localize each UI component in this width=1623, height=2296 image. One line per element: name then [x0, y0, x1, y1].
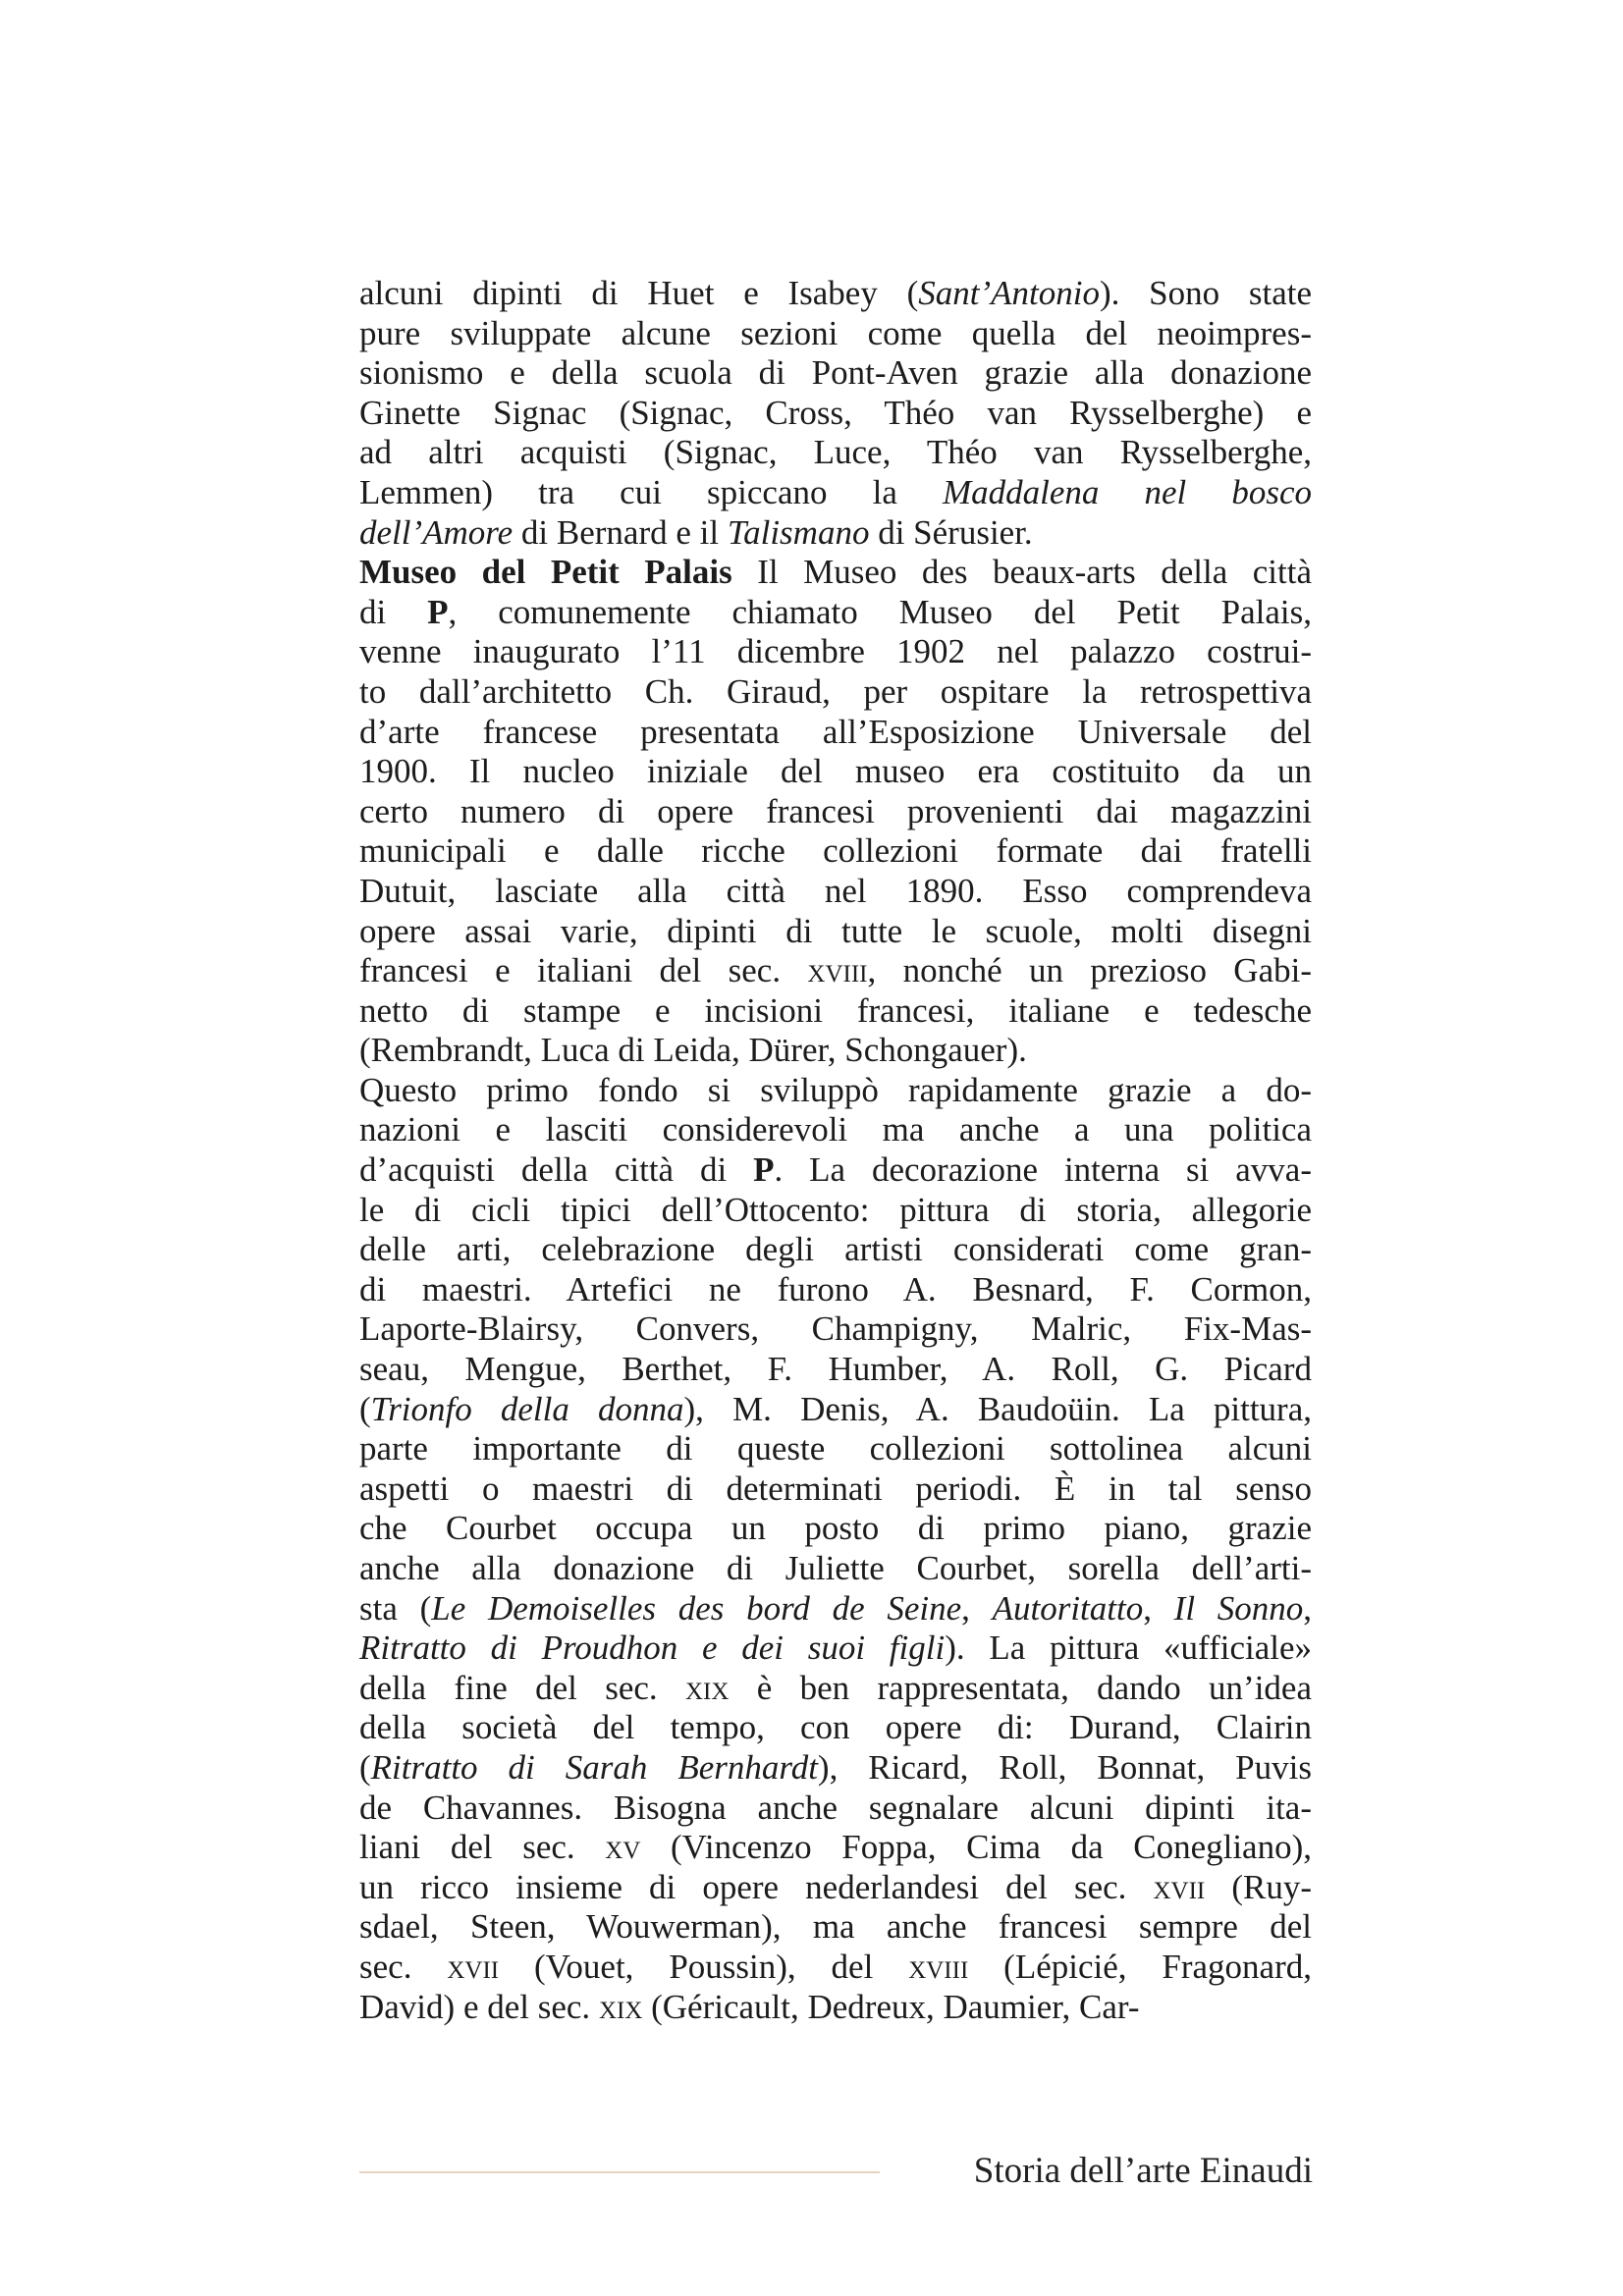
text-run: to dall’architetto Ch. Giraud, per ospitare la retrospettiva [359, 671, 1312, 711]
text-run: David) e del sec. [359, 1987, 599, 2026]
text-run: (Rembrandt, Luca di Leida, Dürer, Schongauer). [359, 1031, 1027, 1070]
text-run: di [359, 592, 428, 631]
text-run: certo numero di opere francesi provenienti dai magazzini [359, 791, 1312, 830]
italic-run: Maddalena nel bosco [942, 472, 1313, 511]
paragraph [359, 274, 1312, 553]
text-line [359, 991, 1312, 1032]
text-run: sec. [359, 1947, 448, 1986]
text-run: parte importante di queste collezioni sottolinea alcuni [359, 1429, 1312, 1468]
text-run: sionismo e della scuola di Pont-Aven grazie alla donazione [359, 353, 1312, 393]
text-line [359, 1309, 1312, 1350]
text-run: ), Ricard, Roll, Bonnat, Puvis [817, 1747, 1312, 1787]
smallcaps-run: xviii [807, 951, 868, 990]
text-line [359, 792, 1312, 832]
text-line [359, 1071, 1312, 1111]
italic-run: dell’Amore [359, 512, 514, 552]
text-line [359, 1907, 1312, 1948]
text-line [359, 433, 1312, 473]
text-run: , [961, 1588, 993, 1628]
text-line [359, 1429, 1312, 1469]
text-run: Il Museo des beaux-arts della città [731, 553, 1312, 592]
text-line [359, 1708, 1312, 1748]
footer-publisher: Storia dell’arte Einaudi [973, 2151, 1313, 2191]
text-line [359, 1948, 1312, 1988]
text-run: è ben rappresentata, dando un’idea [729, 1668, 1312, 1707]
text-line [359, 1350, 1312, 1390]
text-run: (Ruy- [1205, 1867, 1313, 1906]
text-line [359, 1191, 1312, 1231]
text-run: ( [359, 1747, 371, 1787]
text-line [359, 1789, 1312, 1829]
italic-run: Il Sonno [1173, 1588, 1304, 1628]
smallcaps-run: xvii [447, 1947, 500, 1986]
text-line [359, 1669, 1312, 1709]
text-line [359, 1748, 1312, 1789]
text-run: , [1143, 1588, 1174, 1628]
text-run: de Chavannes. Bisogna anche segnalare alcuni dipinti ita- [359, 1788, 1312, 1827]
text-line [359, 314, 1312, 354]
italic-run: Ritratto di Proudhon e dei suoi figli [359, 1629, 946, 1668]
text-line [359, 1549, 1312, 1589]
text-line [359, 872, 1312, 912]
bold-run: P [753, 1150, 775, 1190]
text-run: 1900. Il nucleo iniziale del museo era costituito da un [359, 752, 1312, 791]
text-line [359, 713, 1312, 753]
text-run: di Bernard e il [513, 512, 728, 552]
italic-run: Ritratto di Sarah Bernhardt [370, 1747, 818, 1787]
body-text [359, 274, 1312, 2027]
text-run: della fine del sec. [359, 1668, 685, 1707]
text-run: , [1303, 1588, 1313, 1628]
bold-run: P [427, 592, 449, 631]
text-run: sdael, Steen, Wouwerman), ma anche francesi sempre del [359, 1907, 1312, 1947]
text-run: Laporte-Blairsy, Convers, Champigny, Malric, Fix-Mas- [359, 1309, 1312, 1349]
text-line [359, 274, 1312, 314]
smallcaps-run: xviii [908, 1947, 969, 1986]
text-line [359, 1509, 1312, 1549]
text-run: ). Sono state [1099, 274, 1312, 312]
text-run: anche alla donazione di Juliette Courbet, sorella dell’arti- [359, 1549, 1312, 1587]
text-line [359, 672, 1312, 713]
text-run: (Vouet, Poussin), del [499, 1947, 909, 1986]
text-run: Lemmen) tra cui spiccano la [359, 472, 943, 511]
text-run: Ginette Signac (Signac, Cross, Théo van Rysselberghe) e [359, 393, 1312, 432]
italic-run: Sant’Antonio [918, 274, 1100, 312]
text-run: liani del sec. [359, 1828, 606, 1867]
text-run: nazioni e lasciti considerevoli ma anche a una politica [359, 1110, 1312, 1149]
paragraph [359, 1071, 1312, 2027]
text-run: della società del tempo, con opere di: Durand, Clairin [359, 1708, 1312, 1747]
text-run: di Sérusier. [869, 512, 1033, 552]
text-line [359, 553, 1312, 593]
text-line [359, 1589, 1312, 1629]
text-line [359, 951, 1312, 991]
text-run: ). La pittura «ufficiale» [945, 1629, 1313, 1668]
text-line [359, 912, 1312, 952]
text-run: . La decorazione interna si avva- [774, 1150, 1312, 1190]
text-line [359, 1270, 1312, 1310]
text-run: opere assai varie, dipinti di tutte le scuole, molti disegni [359, 911, 1312, 950]
text-line [359, 831, 1312, 872]
text-run: sta ( [359, 1588, 432, 1628]
text-line [359, 593, 1312, 633]
text-run: francesi e italiani del sec. [359, 951, 808, 990]
text-run: che Courbet occupa un posto di primo piano, grazie [359, 1509, 1312, 1548]
text-line [359, 394, 1312, 434]
text-run: netto di stampe e incisioni francesi, italiane e tedesche [359, 990, 1312, 1030]
text-run: municipali e dalle ricche collezioni formate dai fratelli [359, 831, 1312, 871]
paragraph [359, 553, 1312, 1071]
text-run: Questo primo fondo si sviluppò rapidamente grazie a do- [359, 1070, 1312, 1109]
text-line [359, 1469, 1312, 1510]
text-run: (Géricault, Dedreux, Daumier, Car- [642, 1987, 1140, 2026]
text-run: di maestri. Artefici ne furono A. Besnard, F. Cormon, [359, 1269, 1312, 1308]
text-line [359, 1988, 1312, 2028]
text-run: , comunemente chiamato Museo del Petit Palais, [448, 592, 1312, 631]
text-run: un ricco insieme di opere nederlandesi del sec. [359, 1867, 1154, 1906]
text-run: seau, Mengue, Berthet, F. Humber, A. Roll, G. Picard [359, 1350, 1312, 1389]
footer-rule [359, 2171, 880, 2173]
text-run: d’acquisti della città di [359, 1150, 754, 1190]
text-run: , nonché un prezioso Gabi- [867, 951, 1312, 990]
text-line [359, 473, 1312, 513]
text-line [359, 1828, 1312, 1868]
text-line [359, 632, 1312, 672]
italic-run: Talismano [727, 512, 870, 552]
smallcaps-run: xix [685, 1668, 730, 1707]
text-run: delle arti, celebrazione degli artisti considerati come gran- [359, 1230, 1312, 1269]
text-run: ), M. Denis, A. Baudoüin. La pittura, [683, 1389, 1312, 1428]
text-line [359, 1230, 1312, 1270]
text-line [359, 752, 1312, 792]
text-line [359, 353, 1312, 394]
italic-run: Le Demoiselles des bord de Seine [431, 1588, 962, 1628]
italic-run: Autoritatto [992, 1588, 1144, 1628]
text-run: (Vincenzo Foppa, Cima da Conegliano), [640, 1828, 1312, 1867]
smallcaps-run: xv [605, 1828, 641, 1867]
text-line [359, 1629, 1312, 1669]
text-line [359, 1110, 1312, 1150]
text-run: venne inaugurato l’11 dicembre 1902 nel palazzo costrui- [359, 632, 1312, 671]
smallcaps-run: xvii [1153, 1867, 1206, 1906]
bold-run: Museo del Petit Palais [359, 553, 732, 592]
text-run: (Lépicié, Fragonard, [968, 1947, 1312, 1986]
text-line [359, 1390, 1312, 1430]
text-line [359, 1031, 1312, 1071]
text-line [359, 1868, 1312, 1908]
text-run: ad altri acquisti (Signac, Luce, Théo van Rysselberghe, [359, 433, 1312, 472]
text-run: Dutuit, lasciate alla città nel 1890. Esso comprendeva [359, 871, 1312, 910]
italic-run: Trionfo della donna [370, 1389, 684, 1428]
text-run: le di cicli tipici dell’Ottocento: pittura di storia, allegorie [359, 1190, 1312, 1229]
smallcaps-run: xix [598, 1987, 643, 2026]
text-line [359, 1150, 1312, 1191]
text-run: alcuni dipinti di Huet e Isabey ( [359, 274, 919, 312]
text-line [359, 513, 1312, 554]
text-run: d’arte francese presentata all’Esposizione Universale del [359, 712, 1312, 751]
text-run: aspetti o maestri di determinati periodi. È in tal senso [359, 1468, 1312, 1508]
text-run: ( [359, 1389, 371, 1428]
text-run: pure sviluppate alcune sezioni come quella del neoimpres- [359, 313, 1312, 352]
